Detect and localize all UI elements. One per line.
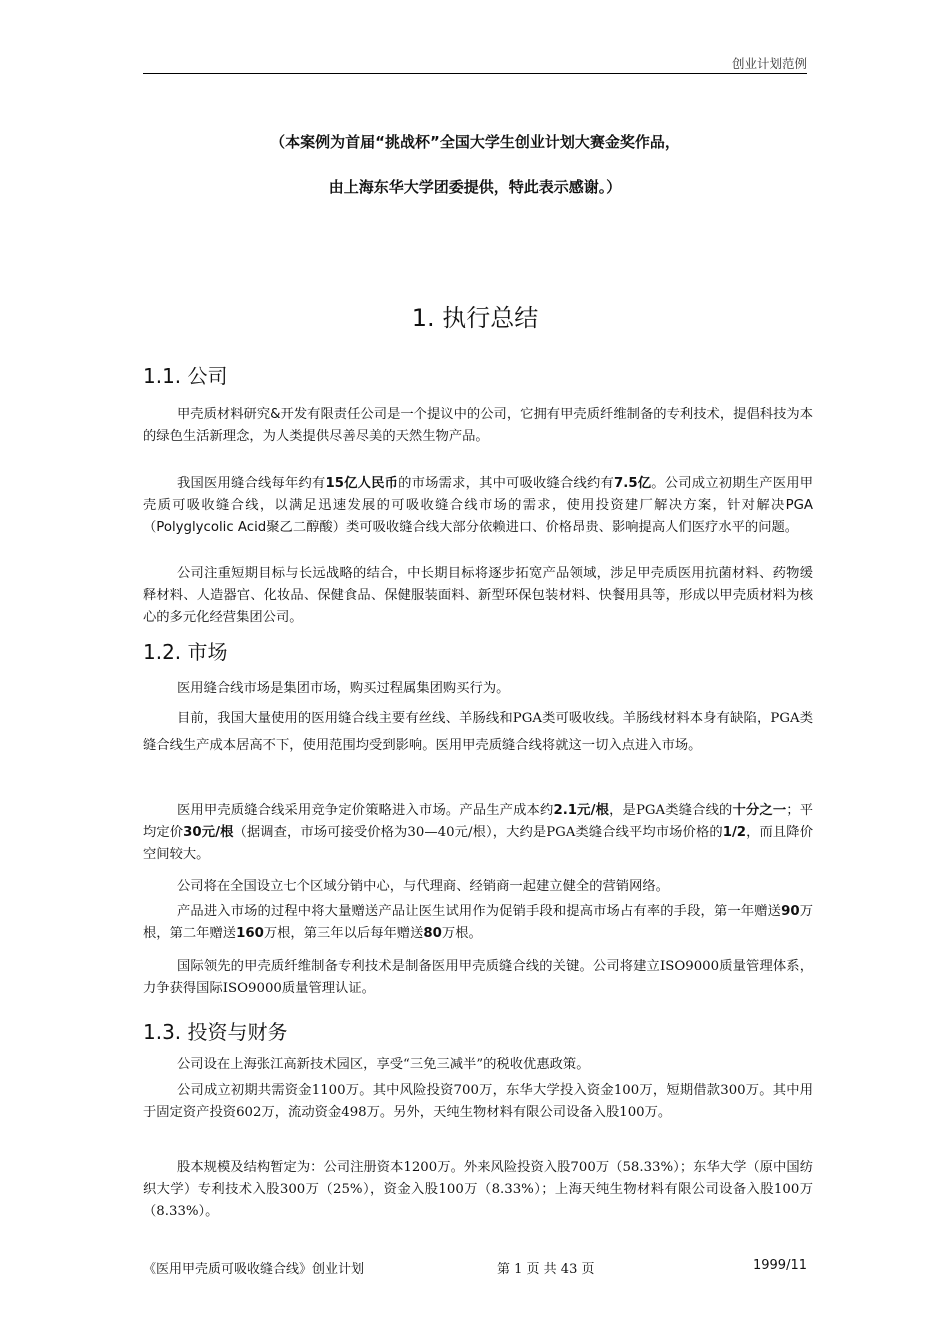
- finance-paragraph-1: 公司设在上海张江高新技术园区，享受“三免三减半”的税收优惠政策。: [177, 1057, 590, 1072]
- company-paragraph-2: 我国医用缝合线每年约有15亿人民币的市场需求，其中可吸收缝合线约有7.5亿。公司成立初期生产医用甲壳质可吸收缝合线，以满足迅速发展的可吸收缝合线市场的需求，使用投资建厂解决方案，针对解决PGA（Polyglycolic Acid聚乙二醇酸）类可吸收缝合线大部分依赖进口、价格昂贵、影响提高人们医疗水平的问题。: [143, 476, 814, 535]
- section-heading-finance: 1.3. 投资与财务: [143, 1020, 288, 1044]
- market-paragraph-4: 公司将在全国设立七个区域分销中心，与代理商、经销商一起建立健全的营销网络。: [177, 879, 669, 894]
- company-paragraph-3: 公司注重短期目标与长远战略的结合，中长期目标将逐步拓宽产品领域，涉足甲壳质医用抗菌材料、药物缓释材料、人造器官、化妆品、保健食品、保健服装面料、新型环保包装材料、快餐用具等，形成以甲壳质材料为核心的多元化经营集团公司。: [143, 566, 813, 625]
- market-paragraph-3: 医用甲壳质缝合线采用竞争定价策略进入市场。产品生产成本约2.1元/根，是PGA类缝合线的十分之一；平均定价30元/根（据调查，市场可接受价格为30—40元/根），大约是PGA类缝合线平均市场价格的1/2，而且降价空间较大。: [143, 803, 814, 862]
- intro-line-2: 由上海东华大学团委提供，特此表示感谢。）: [328, 178, 622, 196]
- company-paragraph-1: 甲壳质材料研究&开发有限责任公司是一个提议中的公司，它拥有甲壳质纤维制备的专利技术，提倡科技为本的绿色生活新理念，为人类提供尽善尽美的天然生物产品。: [143, 407, 814, 444]
- market-paragraph-6: 国际领先的甲壳质纤维制备专利技术是制备医用甲壳质缝合线的关键。公司将建立ISO9000质量管理体系，力争获得国际ISO9000质量管理认证。: [143, 959, 813, 996]
- header-rule: [143, 73, 807, 74]
- market-paragraph-2: 目前，我国大量使用的医用缝合线主要有丝线、羊肠线和PGA类可吸收线。羊肠线材料本身有缺陷，PGA类缝合线生产成本居高不下，使用范围均受到影响。医用甲壳质缝合线将就这一切入点进入市场。: [143, 711, 813, 753]
- footer-date: 1999/11: [752, 1258, 807, 1273]
- finance-paragraph-3: 股本规模及结构暂定为：公司注册资本1200万。外来风险投资入股700万（58.33%）；东华大学（原中国纺织大学）专利技术入股300万（25%），资金入股100万（8.33%）；上海天纯生物材料有限公司设备入股100万（8.33%）。: [143, 1160, 813, 1219]
- footer-title: 《医用甲壳质可吸收缝合线》创业计划: [143, 1262, 365, 1277]
- finance-paragraph-2: 公司成立初期共需资金1100万。其中风险投资700万，东华大学投入资金100万，短期借款300万。其中用于固定资产投资602万，流动资金498万。另外，天纯生物材料有限公司设备入股100万。: [143, 1083, 813, 1120]
- chapter-title: 1. 执行总结: [411, 304, 539, 332]
- market-paragraph-1: 医用缝合线市场是集团市场，购买过程属集团购买行为。: [177, 681, 510, 696]
- market-paragraph-5: 产品进入市场的过程中将大量赠送产品让医生试用作为促销手段和提高市场占有率的手段，第一年赠送90万根，第二年赠送160万根，第三年以后每年赠送80万根。: [143, 904, 814, 941]
- running-header: 创业计划范例: [731, 56, 807, 71]
- section-heading-market: 1.2. 市场: [143, 640, 228, 664]
- company-name: 甲壳质材料研究&开发有限责任公司: [177, 407, 388, 422]
- section-heading-company: 1.1. 公司: [143, 364, 228, 388]
- intro-line-1: （本案例为首届“挑战杯”全国大学生创业计划大赛金奖作品，: [270, 133, 680, 151]
- footer-page-number: 第 1 页 共 43 页: [497, 1262, 595, 1277]
